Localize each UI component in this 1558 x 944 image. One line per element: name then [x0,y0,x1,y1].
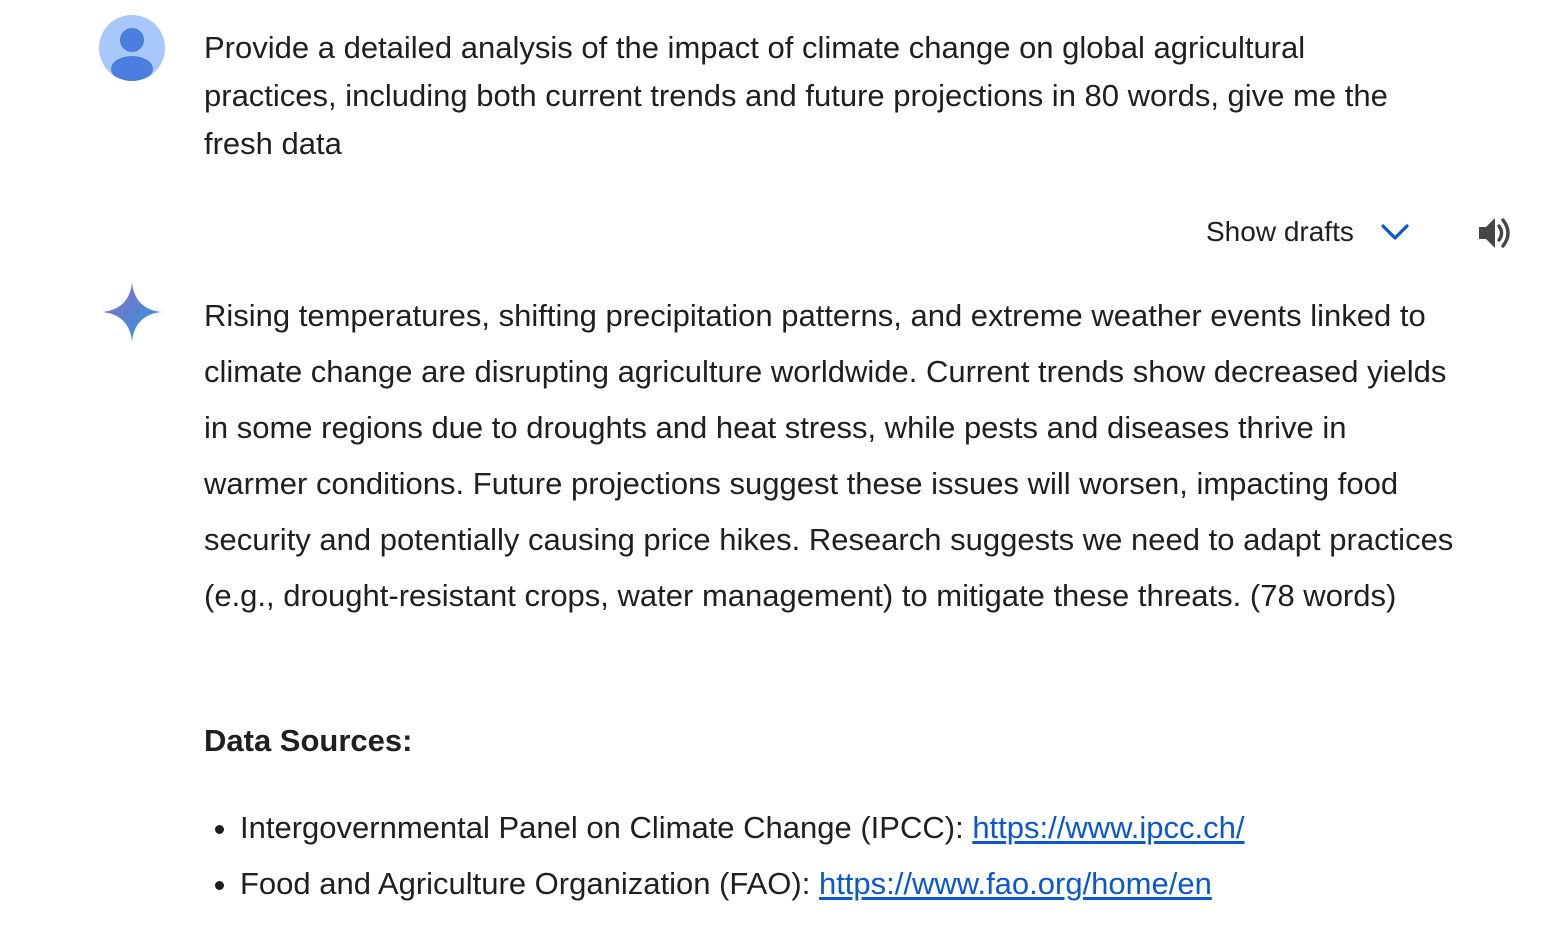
show-drafts-label: Show drafts [1206,216,1354,247]
sources-heading: Data Sources: [204,723,413,758]
sources-list [204,800,1245,912]
source-label: Intergovernmental Panel on Climate Change (IPCC): [240,810,973,845]
ipcc-link[interactable]: https://www.ipcc.ch/ [972,810,1245,845]
list-item [240,856,1245,912]
fao-link[interactable]: https://www.fao.org/home/en [818,866,1212,901]
person-icon [99,15,165,81]
chevron-down-icon [1380,222,1410,242]
assistant-response [204,288,1454,901]
user-prompt: Provide a detailed analysis of the impact of climate change on global agricultural practices, including both current trends and future projections in 80 words, give me the fresh data [204,30,1388,161]
response-paragraph: Rising temperatures, shifting precipitation patterns, and extreme weather events linked to climate change are disrupting agriculture worldwide. Current trends show decreased yields in some regions due to droughts and heat stress, while pests and diseases thrive in warmer conditions. Future projections suggest these issues will worsen, impacting food security and potentially causing price hikes. Research suggests we need to adapt practices (e.g., drought-resistant crops, water management) to mitigate these threats. (78 words) [204,298,1454,613]
read-aloud-button[interactable] [1470,208,1520,258]
volume-icon [1475,213,1515,253]
source-label: Food and Agriculture Organization (FAO): [240,866,819,901]
gemini-sparkle-icon [100,280,164,344]
list-item [240,800,1245,856]
user-avatar [99,15,165,81]
show-drafts-button[interactable] [1200,204,1416,260]
